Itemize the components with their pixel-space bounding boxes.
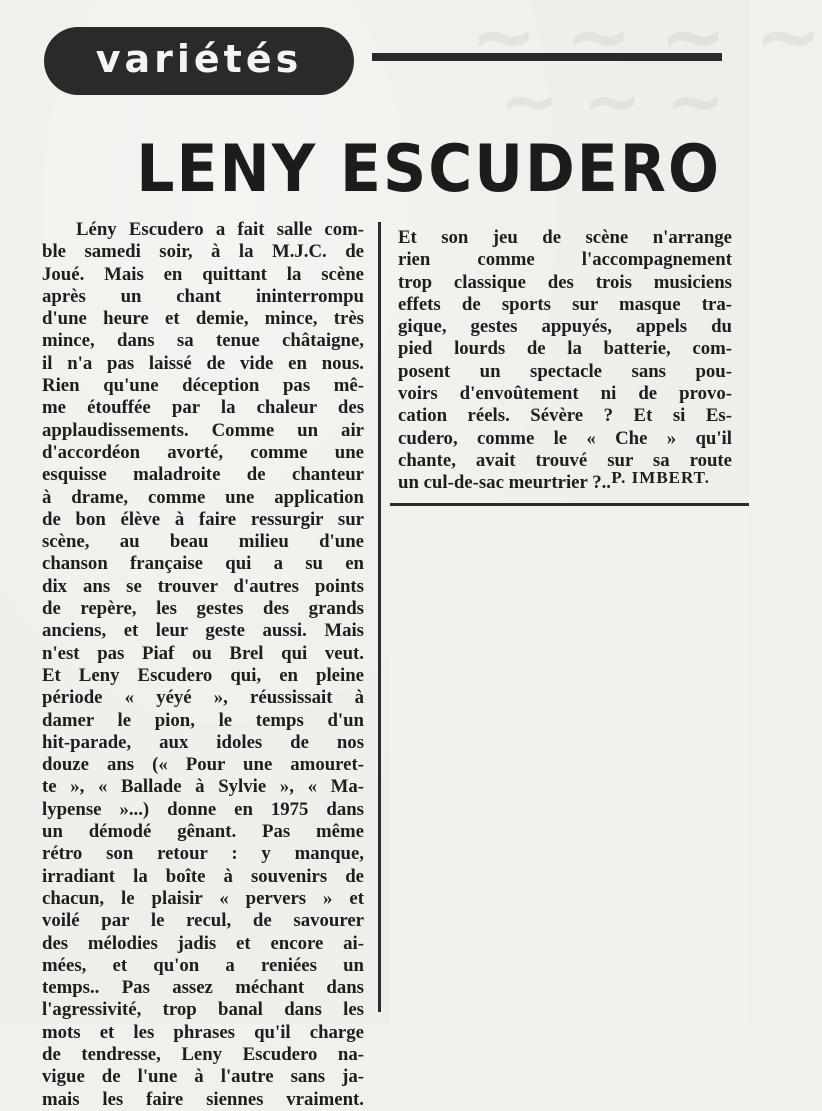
article-line: temps.. Pas assez méchant dans	[42, 977, 364, 999]
article-line: lypense »...) donne en 1975 dans	[42, 798, 364, 820]
article-line: damer le pion, le temps d'un	[42, 709, 364, 731]
article-line: d'accordéon avorté, comme une	[42, 441, 364, 463]
article-line: rétro son retour : y manque,	[42, 843, 364, 865]
article-line: n'est pas Piaf ou Brel qui veut.	[42, 642, 364, 664]
article-line: vigue de l'une à l'autre sans ja-	[42, 1066, 364, 1088]
article-line: Et son jeu de scène n'arrange	[398, 227, 732, 248]
article-line: mots et les phrases qu'il charge	[42, 1021, 364, 1043]
article-line: période « yéyé », réussissait à	[42, 687, 364, 709]
article-line: chacun, le plaisir « pervers » et	[42, 887, 364, 909]
article-line: mince, dans sa tenue châtaigne,	[42, 330, 364, 352]
article-line: cudero, comme le « Che » qu'il	[398, 427, 732, 449]
header-rule	[372, 53, 722, 61]
article-line: anciens, et leur geste aussi. Mais	[42, 620, 364, 642]
article-line: de repère, les gestes des grands	[42, 598, 364, 620]
article-right-column	[398, 227, 732, 495]
author-signature: P. IMBERT.	[611, 468, 710, 487]
article-line: Joué. Mais en quittant la scène	[42, 263, 364, 285]
section-label: variétés	[95, 37, 303, 81]
article-line: de tendresse, Leny Escudero na-	[42, 1043, 364, 1065]
headline: LENY ESCUDERO	[136, 131, 721, 207]
article-line: un cul-de-sac meurtrier ?..	[398, 472, 611, 494]
column-divider	[378, 222, 381, 1012]
article-line: chanson française qui a su en	[42, 553, 364, 575]
article-line: me étouffée par la chaleur des	[42, 397, 364, 419]
article-line: Rien qu'une déception pas mê-	[42, 375, 364, 397]
article-line: irradiant la boîte à souvenirs de	[42, 865, 364, 887]
article-line: chante, avait trouvé sur sa route	[398, 449, 732, 471]
article-line: dix ans se trouver d'autres points	[42, 575, 364, 597]
show-through-text: ~ ~ ~ ~	[470, 0, 822, 83]
show-through-text: ~ ~ ~	[500, 60, 725, 142]
article-line: à drame, comme une application	[42, 486, 364, 508]
article-line: Lény Escudero a fait salle com-	[76, 219, 364, 240]
article-line: trop classique des trois musiciens	[398, 271, 732, 293]
article-line: Et Leny Escudero qui, en pleine	[42, 664, 364, 686]
article-line: pied lourds de la batterie, com-	[398, 338, 732, 360]
article-line: d'une heure et demie, mince, très	[42, 308, 364, 330]
article-line: des mélodies jadis et encore ai-	[42, 932, 364, 954]
article-line: mais les faire siennes vraiment.	[42, 1088, 364, 1110]
article-line: mées, et qu'on a reniées un	[42, 954, 364, 976]
article-line: cation réels. Sévère ? Et si Es-	[398, 405, 732, 427]
article-line: posent un spectacle sans pou-	[398, 360, 732, 382]
section-label-badge	[44, 27, 354, 95]
article-line: effets de sports sur masque tra-	[398, 293, 732, 315]
article-line: après un chant ininterrompu	[42, 285, 364, 307]
article-line: douze ans (« Pour une amouret-	[42, 754, 364, 776]
article-line: un démodé gênant. Pas même	[42, 821, 364, 843]
article-line: applaudissements. Comme un air	[42, 419, 364, 441]
article-line: rien comme l'accompagnement	[398, 249, 732, 271]
article-line: de bon élève à faire ressurgir sur	[42, 508, 364, 530]
headline-container	[0, 126, 749, 206]
article-line: il n'a pas laissé de vide en nous.	[42, 352, 364, 374]
article-line: te », « Ballade à Sylvie », « Ma-	[42, 776, 364, 798]
article-line: ble samedi soir, à la M.J.C. de	[42, 241, 364, 263]
article-line: voirs d'envoûtement ni de provo-	[398, 383, 732, 405]
article-left-column	[42, 219, 364, 1111]
article-line: gique, gestes appuyés, appels du	[398, 316, 732, 338]
article-line: voilé par le recul, de savourer	[42, 910, 364, 932]
blank-area	[390, 506, 749, 1024]
article-line: esquisse maladroite de chanteur	[42, 464, 364, 486]
article-line: hit-parade, aux idoles de nos	[42, 731, 364, 753]
article-line: scène, au beau milieu d'une	[42, 531, 364, 553]
article-line: l'agressivité, trop banal dans les	[42, 999, 364, 1021]
